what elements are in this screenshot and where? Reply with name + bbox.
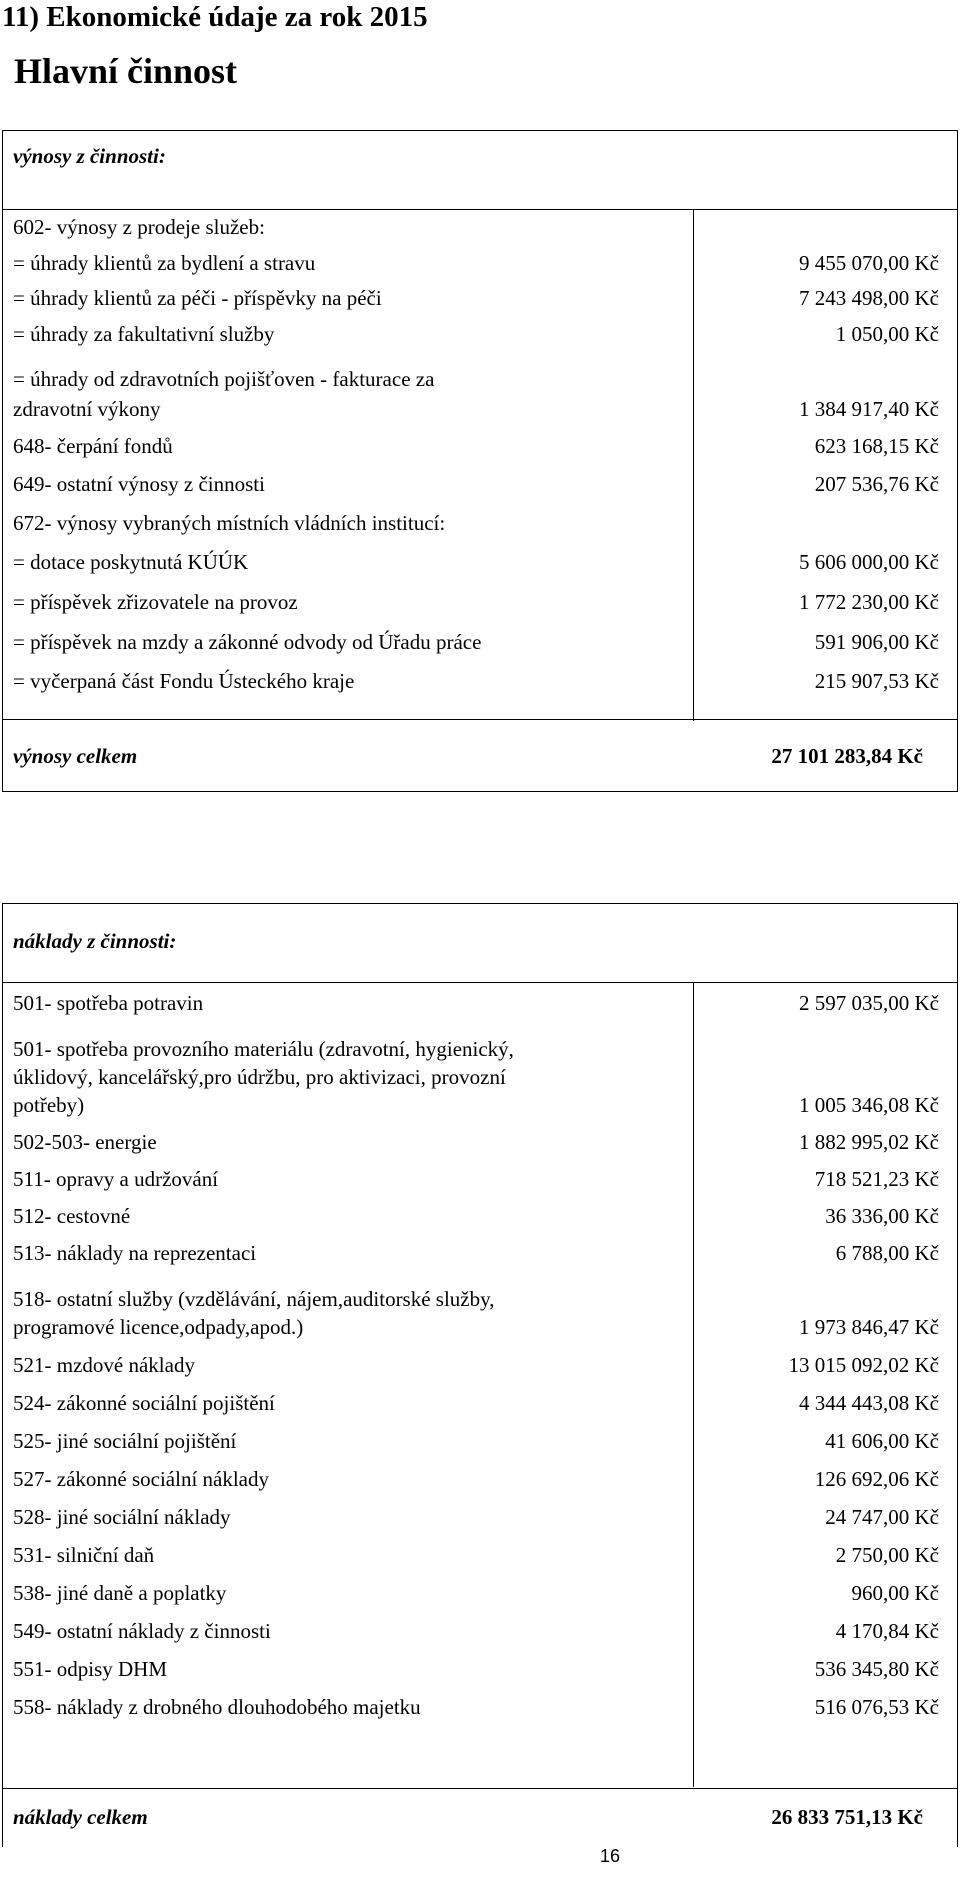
revenue-table xyxy=(2,130,958,792)
table-row-label: 649- ostatní výnosy z činnosti xyxy=(13,472,265,496)
table-row-value: 36 336,00 Kč xyxy=(825,1204,939,1228)
table-row-value: 9 455 070,00 Kč xyxy=(799,251,939,275)
row-divider xyxy=(3,982,957,983)
table-row-value: 516 076,53 Kč xyxy=(814,1695,939,1719)
costs-total-value: 26 833 751,13 Kč xyxy=(771,1805,923,1829)
table-row-label: 518- ostatní služby (vzdělávání, nájem,auditorské služby, xyxy=(13,1287,495,1311)
column-divider xyxy=(693,982,694,1787)
table-row-label: = úhrady klientů za bydlení a stravu xyxy=(13,251,316,275)
table-row-label: 501- spotřeba provozního materiálu (zdravotní, hygienický, xyxy=(13,1037,514,1061)
table-row-value: 24 747,00 Kč xyxy=(825,1505,939,1529)
table-row-value: 1 973 846,47 Kč xyxy=(799,1315,939,1339)
costs-table xyxy=(2,903,958,1847)
revenue-total-value: 27 101 283,84 Kč xyxy=(771,744,923,768)
table-row-value: 4 170,84 Kč xyxy=(835,1619,939,1643)
table-row-label: 538- jiné daně a poplatky xyxy=(13,1581,227,1605)
table-row-label-cont: zdravotní výkony xyxy=(13,397,161,421)
table-row-value: 13 015 092,02 Kč xyxy=(788,1353,939,1377)
revenue-header: výnosy z činnosti: xyxy=(13,144,166,168)
table-row-value: 41 606,00 Kč xyxy=(825,1429,939,1453)
table-row-label-cont: programové licence,odpady,apod.) xyxy=(13,1315,304,1339)
table-row-value: 1 882 995,02 Kč xyxy=(799,1130,939,1154)
table-row-label: = úhrady od zdravotních pojišťoven - fakturace za xyxy=(13,367,435,391)
table-row-label: = úhrady za fakultativní služby xyxy=(13,322,275,346)
table-row-value: 207 536,76 Kč xyxy=(814,472,939,496)
revenue-total-label: výnosy celkem xyxy=(13,744,138,768)
table-row-value: 7 243 498,00 Kč xyxy=(799,286,939,310)
row-divider xyxy=(3,1788,957,1789)
table-row-label: 528- jiné sociální náklady xyxy=(13,1505,231,1529)
table-row-label: 512- cestovné xyxy=(13,1204,131,1228)
column-divider xyxy=(693,209,694,721)
table-row-value: 623 168,15 Kč xyxy=(814,434,939,458)
row-divider xyxy=(3,719,957,720)
page-number: 16 xyxy=(600,1846,621,1866)
table-row-label: = příspěvek zřizovatele na provoz xyxy=(13,590,298,614)
table-row-label: 558- náklady z drobného dlouhodobého majetku xyxy=(13,1695,421,1719)
table-row-label: 521- mzdové náklady xyxy=(13,1353,195,1377)
table-row-value: 718 521,23 Kč xyxy=(814,1167,939,1191)
table-row-label: 524- zákonné sociální pojištění xyxy=(13,1391,275,1415)
table-row-label: = příspěvek na mzdy a zákonné odvody od Úřadu práce xyxy=(13,630,482,654)
table-row-value: 5 606 000,00 Kč xyxy=(799,550,939,574)
table-row-value: 2 597 035,00 Kč xyxy=(799,991,939,1015)
costs-total-label: náklady celkem xyxy=(13,1805,148,1829)
table-row-value: 4 344 443,08 Kč xyxy=(799,1391,939,1415)
table-row-value: 1 772 230,00 Kč xyxy=(799,590,939,614)
table-row-label-cont: úklidový, kancelářský,pro údržbu, pro aktivizaci, provozní xyxy=(13,1065,506,1089)
table-row-value: 2 750,00 Kč xyxy=(835,1543,939,1567)
table-row-label: 672- výnosy vybraných místních vládních institucí: xyxy=(13,511,446,535)
table-row-value: 536 345,80 Kč xyxy=(814,1657,939,1681)
row-divider xyxy=(3,209,957,210)
table-row-label: 549- ostatní náklady z činnosti xyxy=(13,1619,271,1643)
table-row-label: = dotace poskytnutá KÚÚK xyxy=(13,550,249,574)
table-row-value: 126 692,06 Kč xyxy=(814,1467,939,1491)
table-row-label: 551- odpisy DHM xyxy=(13,1657,168,1681)
table-row-label: = úhrady klientů za péči - příspěvky na péči xyxy=(13,286,382,310)
table-row-label: 525- jiné sociální pojištění xyxy=(13,1429,237,1453)
table-row-label: 502-503- energie xyxy=(13,1130,157,1154)
page-subtitle: Hlavní činnost xyxy=(14,51,238,91)
section-title: 11) Ekonomické údaje za rok 2015 xyxy=(2,1,428,33)
costs-header: náklady z činnosti: xyxy=(13,929,177,953)
table-row-label: 511- opravy a udržování xyxy=(13,1167,219,1191)
table-row-label: 501- spotřeba potravin xyxy=(13,991,204,1015)
table-row-label: 531- silniční daň xyxy=(13,1543,155,1567)
table-row-value: 1 005 346,08 Kč xyxy=(799,1093,939,1117)
table-row-label: = vyčerpaná část Fondu Ústeckého kraje xyxy=(13,669,355,693)
table-row-value: 1 384 917,40 Kč xyxy=(799,397,939,421)
table-row-value: 215 907,53 Kč xyxy=(814,669,939,693)
table-row-value: 591 906,00 Kč xyxy=(814,630,939,654)
table-row-label: 527- zákonné sociální náklady xyxy=(13,1467,269,1491)
table-row-label: 648- čerpání fondů xyxy=(13,434,173,458)
table-row-label: 513- náklady na reprezentaci xyxy=(13,1241,257,1265)
table-row-value: 6 788,00 Kč xyxy=(835,1241,939,1265)
table-row-value: 960,00 Kč xyxy=(851,1581,939,1605)
table-row-value: 1 050,00 Kč xyxy=(835,322,939,346)
table-row-label-cont: potřeby) xyxy=(13,1093,85,1117)
table-row-label: 602- výnosy z prodeje služeb: xyxy=(13,215,265,239)
